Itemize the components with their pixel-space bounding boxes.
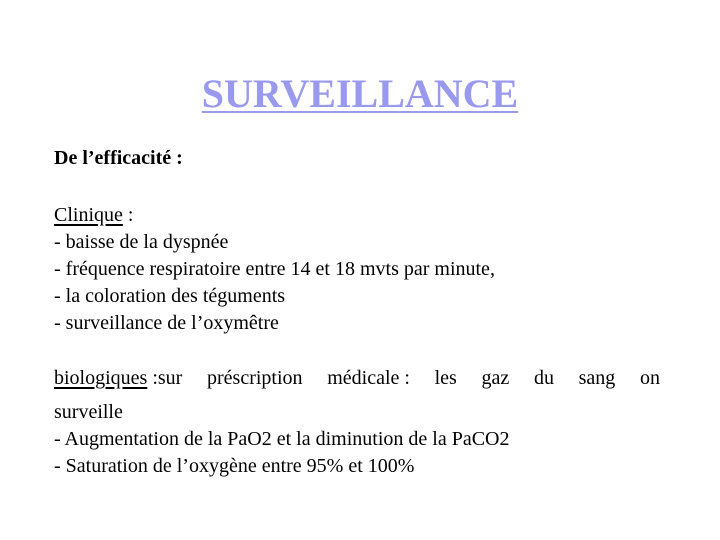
title-text: SURVEILLANCE bbox=[201, 71, 519, 116]
bio-word: :sur bbox=[152, 367, 183, 389]
biologiques-item: - Augmentation de la PaO2 et la diminution de la PaCO2 bbox=[54, 428, 510, 450]
bio-word: gaz bbox=[481, 367, 510, 389]
clinique-item: - fréquence respiratoire entre 14 et 18 mvts par minute, bbox=[54, 258, 495, 280]
bio-word: sang bbox=[578, 367, 616, 389]
bio-word: du bbox=[533, 367, 554, 389]
biologiques-label: biologiques bbox=[54, 367, 148, 389]
slide-title bbox=[0, 70, 720, 118]
bio-word: on bbox=[639, 367, 660, 389]
bio-word: préscription bbox=[207, 367, 303, 389]
clinique-label-line bbox=[54, 202, 495, 229]
clinique-item: - la coloration des téguments bbox=[54, 285, 286, 307]
clinique-label-suffix: : bbox=[122, 204, 134, 226]
biologiques-lead bbox=[54, 365, 182, 391]
clinique-item: - surveillance de l’oxymêtre bbox=[54, 312, 279, 334]
clinique-item: - baisse de la dyspnée bbox=[54, 231, 229, 253]
biologiques-section bbox=[54, 398, 509, 479]
clinique-label: Clinique bbox=[54, 204, 123, 226]
bio-word: médicale : bbox=[327, 367, 410, 389]
biologiques-first-line bbox=[54, 365, 660, 391]
biologiques-continuation: surveille bbox=[54, 401, 123, 423]
section-heading: De l’efficacité : bbox=[54, 147, 183, 169]
biologiques-item: - Saturation de l’oxygène entre 95% et 100% bbox=[54, 455, 415, 477]
bio-word: les bbox=[434, 367, 457, 389]
clinique-section bbox=[54, 202, 495, 337]
